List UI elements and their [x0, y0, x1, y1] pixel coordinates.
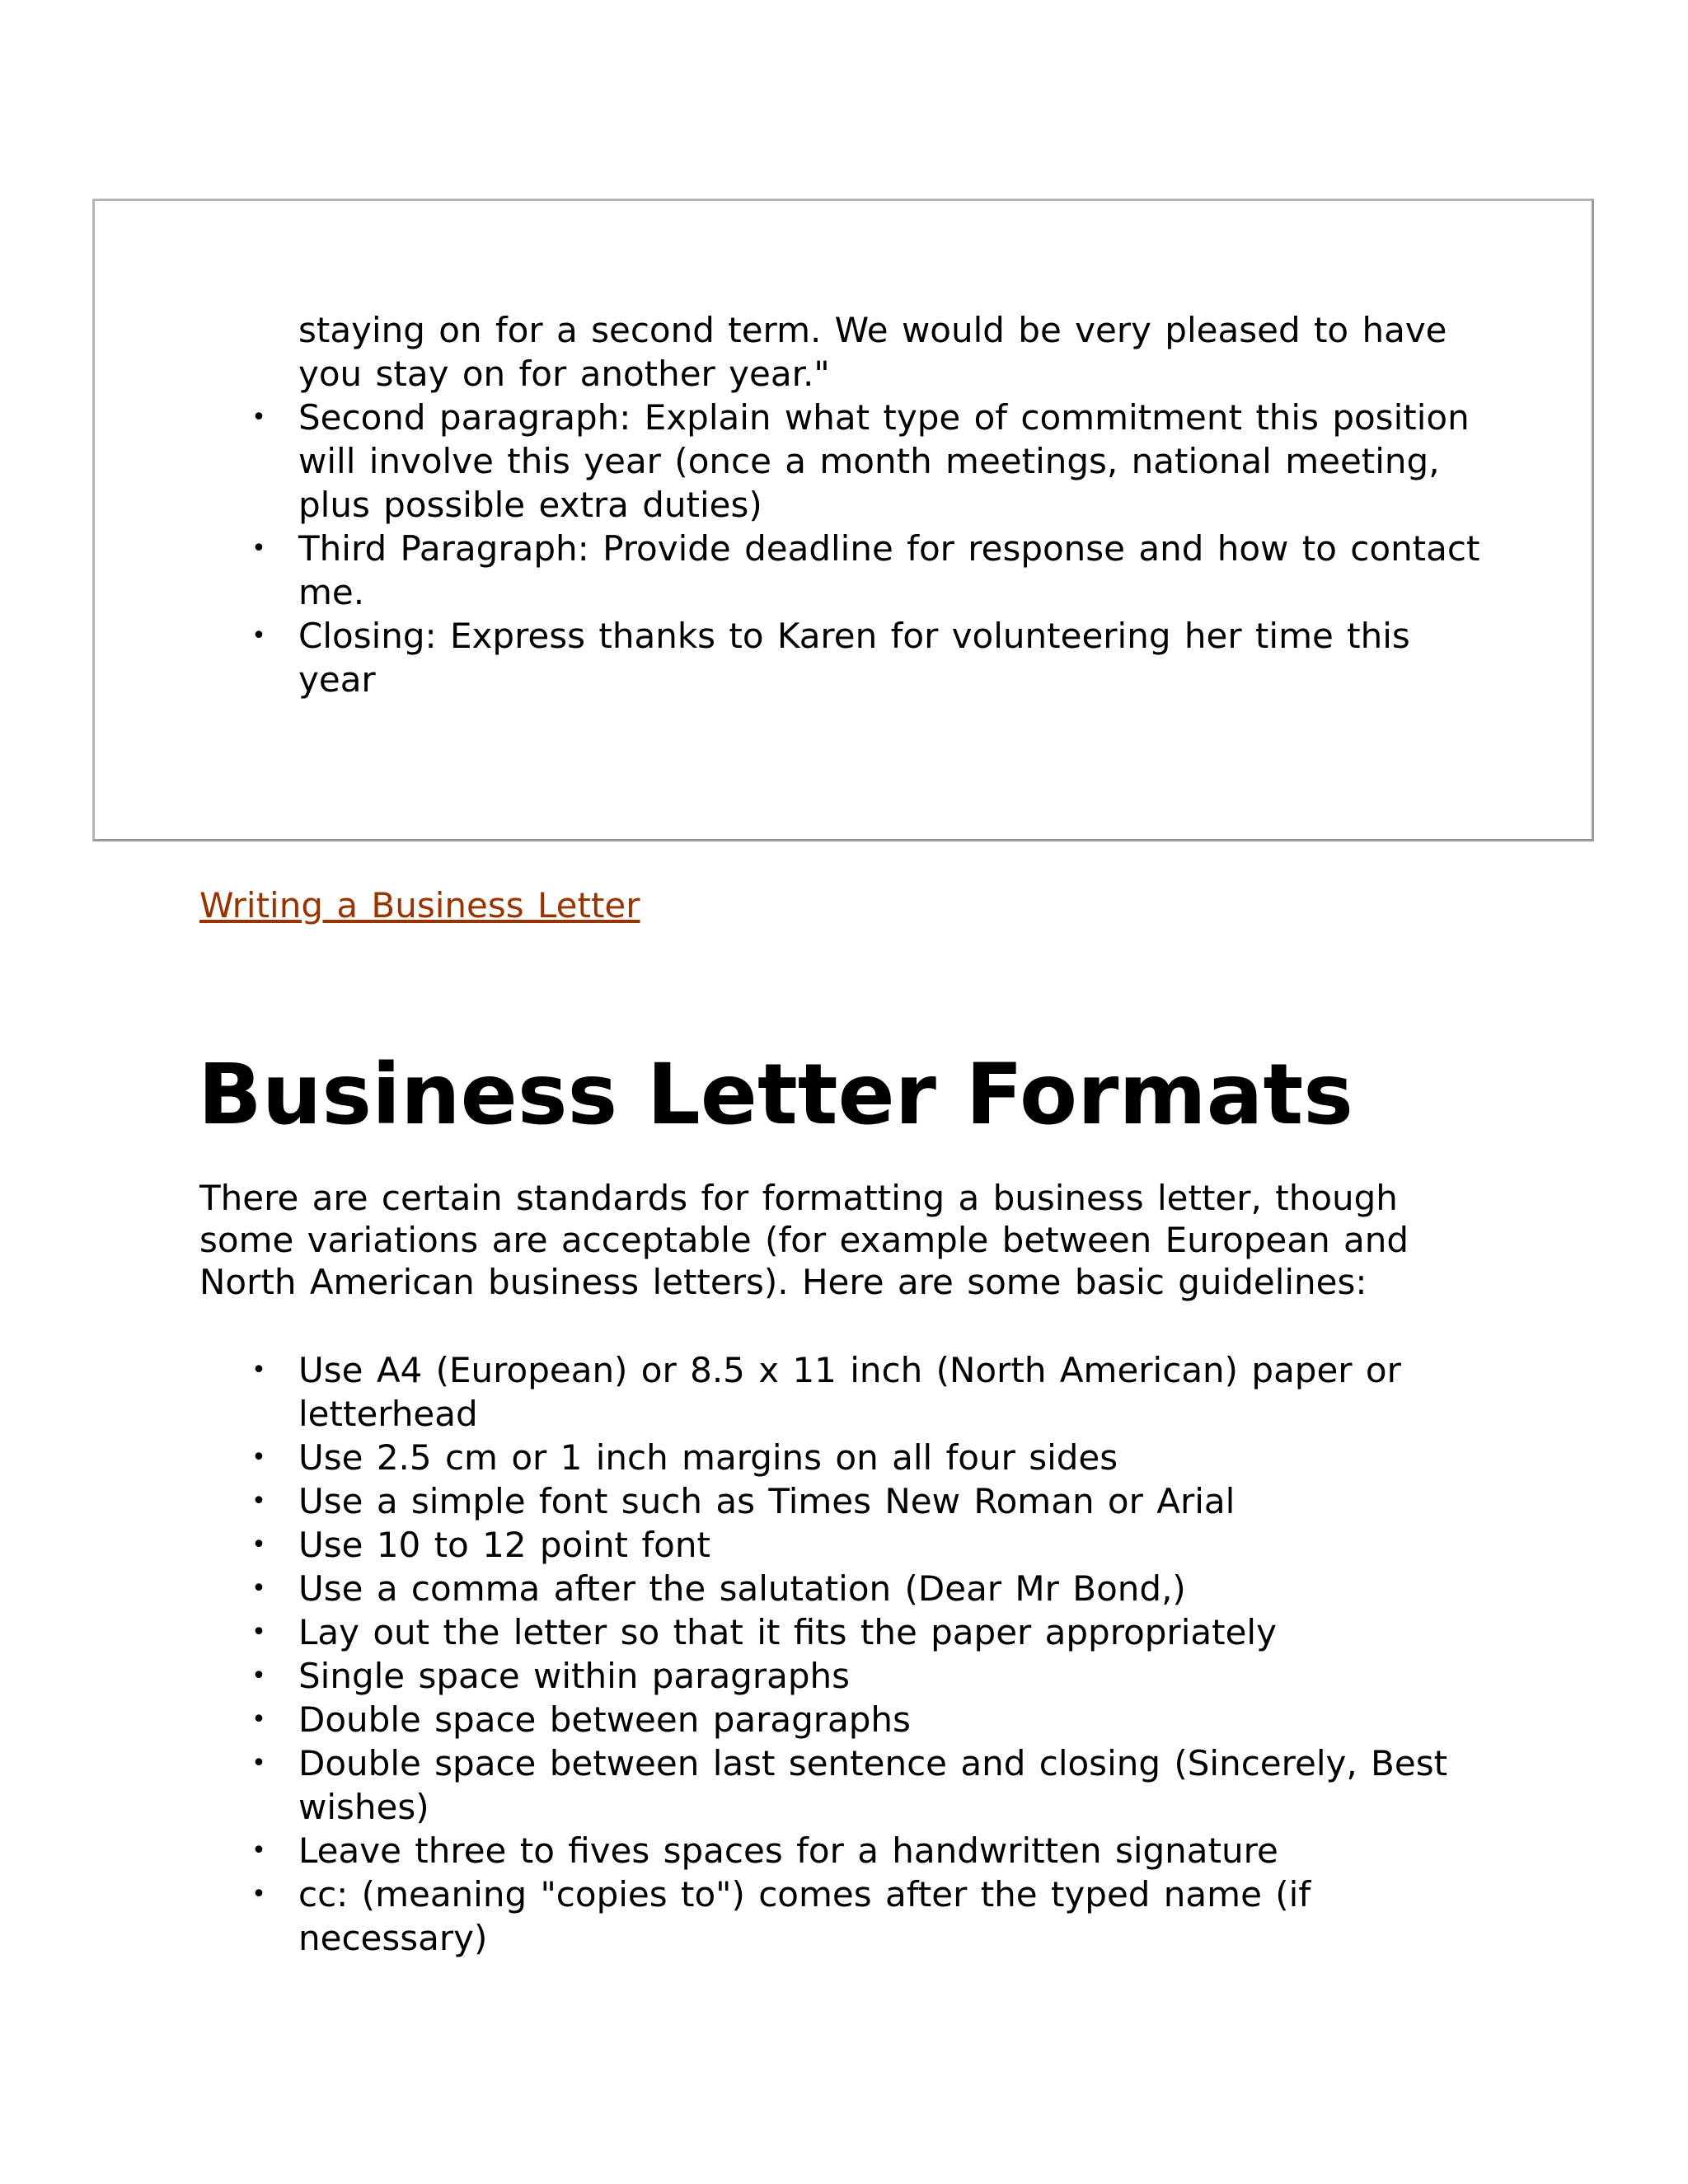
list-item-text: Closing: Express thanks to Karen for volunteering her time this year — [298, 616, 1410, 700]
bullet-dot-icon: • — [251, 1749, 266, 1778]
list-item — [251, 396, 1493, 527]
list-item-text: Double space between paragraphs — [298, 1699, 911, 1740]
list-item-text: Double space between last sentence and closing (Sincerely, Best wishes) — [298, 1743, 1448, 1827]
writing-business-letter-link[interactable]: Writing a Business Letter — [199, 885, 640, 926]
example-outline-list — [251, 308, 1493, 701]
bullet-dot-icon: • — [251, 1530, 266, 1559]
list-item-text: Use a simple font such as Times New Roman or Arial — [298, 1481, 1236, 1521]
list-item-text: cc: (meaning "copies to") comes after the typed name (if necessary) — [298, 1874, 1311, 1958]
list-item — [251, 1872, 1493, 1960]
intro-paragraph: There are certain standards for formatting a business letter, though some variations are acceptable (for example between European and North American business letters). Here are some basic guidelines: — [199, 1178, 1409, 1302]
bullet-dot-icon: • — [251, 1661, 266, 1690]
list-item — [251, 1741, 1493, 1829]
list-item — [251, 527, 1493, 614]
list-item-text: staying on for a second term. We would be very pleased to have you stay on for another year." — [298, 310, 1447, 394]
list-item — [251, 1436, 1493, 1479]
list-item-continuation — [298, 308, 1493, 396]
list-item-text: Use 10 to 12 point font — [298, 1525, 710, 1565]
list-item — [251, 1698, 1493, 1741]
list-item — [251, 1523, 1493, 1567]
bullet-dot-icon: • — [251, 1574, 266, 1603]
list-item-text: Lay out the letter so that it fits the paper appropriately — [298, 1612, 1277, 1652]
list-item-text: Single space within paragraphs — [298, 1656, 851, 1696]
list-item — [251, 1348, 1493, 1436]
list-item-text: Use A4 (European) or 8.5 x 11 inch (North American) paper or letterhead — [298, 1350, 1401, 1434]
list-item — [251, 1829, 1493, 1872]
bullet-dot-icon: • — [251, 1487, 266, 1516]
bullet-dot-icon: • — [251, 403, 266, 432]
list-item-text: Leave three to fives spaces for a handwritten signature — [298, 1830, 1278, 1871]
list-item-text: Use a comma after the salutation (Dear Mr Bond,) — [298, 1568, 1186, 1609]
list-item-text: Third Paragraph: Provide deadline for response and how to contact me. — [298, 528, 1480, 612]
bullet-dot-icon: • — [251, 534, 266, 563]
bullet-dot-icon: • — [251, 1705, 266, 1734]
list-item-text: Use 2.5 cm or 1 inch margins on all four sides — [298, 1437, 1118, 1478]
guidelines-list — [251, 1348, 1493, 1960]
bullet-dot-icon: • — [251, 621, 266, 650]
bullet-dot-icon: • — [251, 1618, 266, 1647]
bullet-dot-icon: • — [251, 1443, 266, 1472]
bullet-dot-icon: • — [251, 1836, 266, 1865]
list-item — [251, 1610, 1493, 1654]
list-item — [251, 1567, 1493, 1610]
list-item — [251, 614, 1493, 701]
list-item-text: Second paragraph: Explain what type of commitment this position will involve this year (once a month meetings, national meeting, plus possible extra duties) — [298, 397, 1470, 525]
list-item — [251, 1479, 1493, 1523]
page-title: Business Letter Formats — [198, 1046, 1353, 1144]
bullet-dot-icon: • — [251, 1880, 266, 1909]
list-item — [251, 1654, 1493, 1698]
bullet-dot-icon: • — [251, 1356, 266, 1385]
